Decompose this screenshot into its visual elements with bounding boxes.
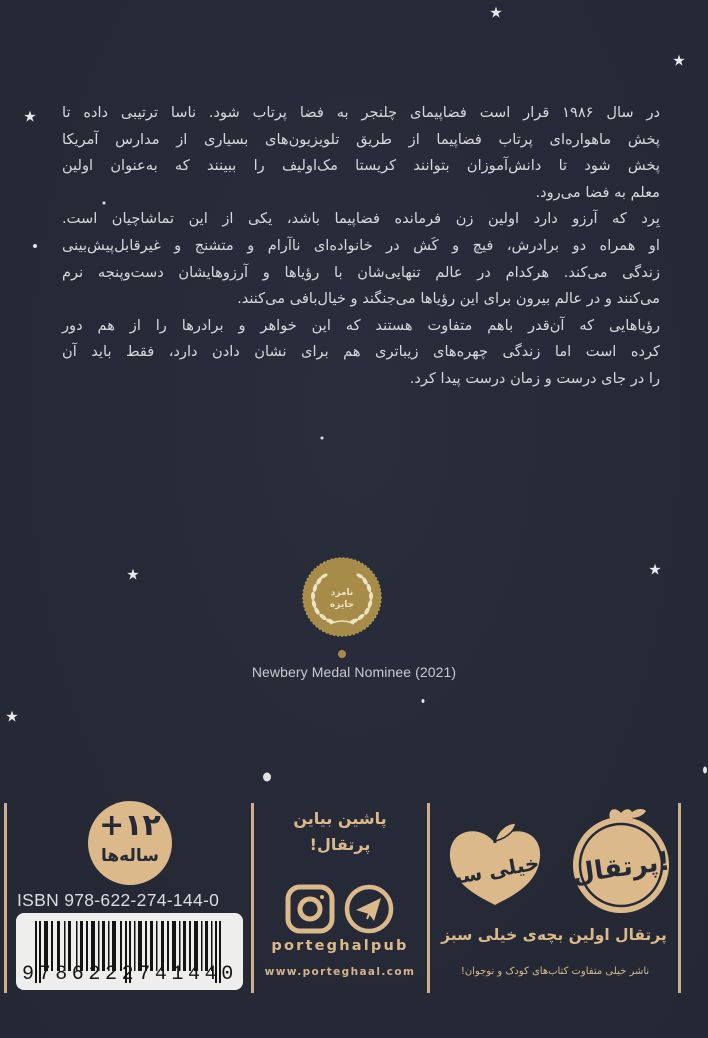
telegram-icon[interactable] (344, 884, 394, 938)
star-icon: ★ (648, 560, 662, 579)
instagram-icon[interactable] (285, 884, 335, 938)
star-dot-icon (703, 767, 707, 774)
laurel-medal-icon (302, 557, 382, 637)
logo-secondary-text: خیلی سبز! (440, 848, 550, 892)
star-dot-icon (263, 773, 271, 782)
medal-dot-decoration (338, 650, 346, 658)
social-handle[interactable]: porteghalpub (271, 938, 409, 954)
star-icon: ★ (5, 707, 19, 726)
blurb-line: معلم به فضا می‌رود. (535, 183, 660, 201)
isbn-label: ISBN 978-622-274-144-0 (17, 890, 220, 910)
blurb-line: کرده است اما زندگی چهره‌های زیباتری هم برای نشان دادن دارد، فقط باید آن (62, 343, 660, 361)
star-icon: ★ (489, 3, 503, 22)
footer-divider (678, 803, 681, 993)
blurb-line: بِرد که آرزو دارد اولین زن فرمانده فضاپیما باشد، یکی از این تماشاچیان است. (62, 210, 660, 228)
age-number: +۱۲ (99, 808, 161, 843)
age-label: ساله‌ها (101, 846, 159, 866)
blurb-line: پخش شود تا دانش‌آموزان بتوانند کریستا مک‌اولیف را ببینند که به‌عنوان اولین (62, 157, 660, 175)
publisher-slogan: پرتقال اولین بچه‌ی خیلی سبز (441, 926, 667, 944)
blurb-paragraph-1 (62, 100, 660, 206)
blurb-paragraph-2 (62, 206, 660, 312)
barcode-digits: 9786222741440 (22, 963, 238, 986)
star-dot-icon (33, 244, 37, 248)
blurb-line: پخش ماهواره‌ای پرتاب فضاپیما از طریق تلویزیون‌های بسیاری از مدارس آمریکا (62, 130, 660, 148)
book-blurb (62, 100, 660, 393)
blurb-line: را در جای درست و زمان درست پیدا کرد. (409, 369, 660, 387)
medal-text-1: نامزد (330, 588, 354, 598)
blurb-line: زندگی می‌کند. هرکدام در عالم تنهایی‌شان با رؤیاها و آرزوهایشان دست‌وپنجه نرم (62, 263, 660, 281)
publisher-logo-porteghal (566, 803, 676, 919)
medal-text-2: جایزه (329, 600, 355, 610)
website-link[interactable]: www.porteghaal.com (264, 966, 416, 978)
star-dot-icon (321, 437, 324, 440)
social-title (256, 806, 424, 858)
blurb-line: رؤیاهایی که آن‌قدر باهم متفاوت هستند که این خواهر و برادرها را از هم دور (62, 316, 660, 334)
footer-divider (427, 803, 430, 993)
blurb-line: او همراه دو برادرش، فیچ و کَش در خانواده‌ای ناآرام و متشنج و غیرقابل‌پیش‌بینی (62, 236, 660, 254)
blurb-line: در سال ۱۹۸۶ قرار است فضاپیمای چلنجر به فضا پرتاب شود. ناسا ترتیبی داده تا (62, 104, 660, 121)
social-title-line-2: پرتقال! (309, 835, 371, 854)
footer-divider (251, 803, 254, 993)
barcode (16, 913, 243, 990)
star-dot-icon (422, 699, 425, 703)
star-icon: ★ (23, 107, 37, 126)
award-caption: Newbery Medal Nominee (2021) (251, 664, 457, 680)
footer-divider (4, 803, 7, 993)
blurb-line: می‌کنند و در عالم بیرون برای این رؤیاها می‌جنگند و خیال‌بافی می‌کنند. (237, 290, 660, 308)
star-icon: ★ (126, 565, 140, 584)
publisher-logo-khili-sabz (440, 815, 550, 919)
publisher-tagline: ناشر خیلی متفاوت کتاب‌های کودک و نوجوان! (460, 966, 650, 977)
social-title-line-1: پاشین بیاین (293, 809, 387, 828)
blurb-paragraph-3 (62, 313, 660, 393)
star-icon: ★ (672, 51, 686, 70)
logo-main-text: پرتقال! (570, 846, 672, 890)
age-rating-badge (88, 801, 172, 885)
